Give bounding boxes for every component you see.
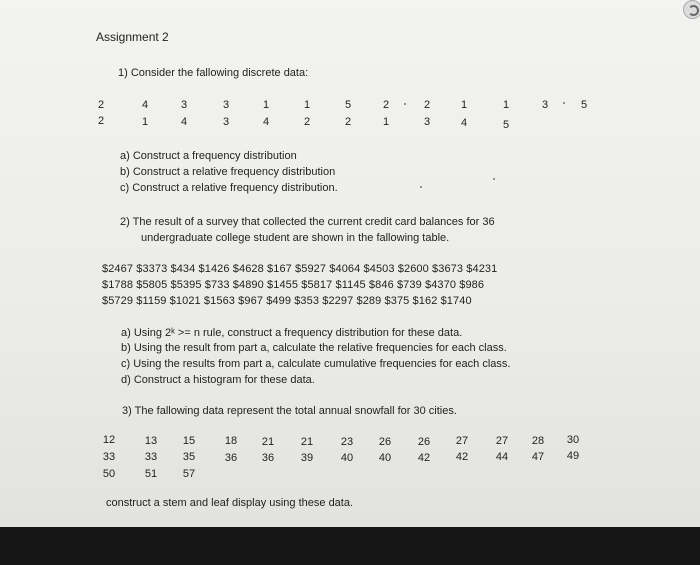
q1-prompt: 1) Consider the fallowing discrete data: xyxy=(118,67,309,79)
q2-item-c: c) Using the results from part a, calculate cumulative frequencies for each class. xyxy=(121,358,511,370)
q2-balances-row-2: $1788 $5805 $5395 $733 $4890 $1455 $5817 $1145 $846 $739 $4370 $986 xyxy=(102,279,485,291)
q1-value: 5 xyxy=(502,119,510,131)
q2-prompt-line-1: 2) The result of a survey that collected the current credit card balances for 36 xyxy=(120,216,495,228)
q3-value: 15 xyxy=(182,435,196,447)
q1-value: 1 xyxy=(382,116,390,128)
q1-value: 4 xyxy=(180,116,188,128)
q1-value: 4 xyxy=(460,117,468,129)
paper-speck xyxy=(404,103,406,105)
q1-value: 5 xyxy=(344,99,352,111)
q3-value: 18 xyxy=(224,435,238,447)
q1-item-c: c) Construct a relative frequency distribution. xyxy=(120,182,338,194)
q3-value: 27 xyxy=(495,435,509,447)
desk-edge xyxy=(0,527,700,565)
q3-value: 49 xyxy=(566,450,580,462)
q1-value: 2 xyxy=(97,99,105,111)
q3-value: 35 xyxy=(182,451,196,463)
q3-value: 47 xyxy=(531,451,545,463)
q1-value: 3 xyxy=(423,116,431,128)
q2-item-b: b) Using the result from part a, calculate the relative frequencies for each class. xyxy=(121,342,507,354)
q1-value: 1 xyxy=(502,99,510,111)
q1-value: 2 xyxy=(303,116,311,128)
q3-value: 30 xyxy=(566,434,580,446)
q2-prompt-line-2: undergraduate college student are shown in the fallowing table. xyxy=(141,232,450,244)
q1-value: 4 xyxy=(141,99,149,111)
q1-value: 1 xyxy=(141,116,149,128)
q3-value: 28 xyxy=(531,435,545,447)
q1-value: 3 xyxy=(541,99,549,111)
q3-instruction: construct a stem and leaf display using these data. xyxy=(106,497,354,509)
paper-speck xyxy=(420,186,422,188)
q3-value: 36 xyxy=(261,452,275,464)
q3-value: 26 xyxy=(417,436,431,448)
q3-value: 21 xyxy=(261,436,275,448)
q3-value: 23 xyxy=(340,436,354,448)
q1-value: 4 xyxy=(262,116,270,128)
q3-value: 27 xyxy=(455,435,469,447)
paper-speck xyxy=(563,102,565,104)
refresh-icon[interactable] xyxy=(683,0,700,19)
q2-item-d: d) Construct a histogram for these data. xyxy=(121,374,315,386)
q3-value: 39 xyxy=(300,452,314,464)
q1-value: 3 xyxy=(222,99,230,111)
q3-value: 36 xyxy=(224,452,238,464)
q3-prompt: 3) The fallowing data represent the total annual snowfall for 30 cities. xyxy=(122,405,457,417)
page-title: Assignment 2 xyxy=(96,30,169,44)
q3-value: 40 xyxy=(378,452,392,464)
q1-value: 2 xyxy=(344,116,352,128)
q2-balances-row-1: $2467 $3373 $434 $1426 $4628 $167 $5927 $4064 $4503 $2600 $3673 $4231 xyxy=(102,263,498,275)
q1-value: 2 xyxy=(382,99,390,111)
q3-value: 12 xyxy=(102,434,116,446)
q1-item-b: b) Construct a relative frequency distribution xyxy=(120,166,336,178)
q1-value: 1 xyxy=(262,99,270,111)
q1-value: 5 xyxy=(580,99,588,111)
q3-value: 51 xyxy=(144,468,158,480)
q1-value: 3 xyxy=(180,99,188,111)
q3-value: 21 xyxy=(300,436,314,448)
q3-value: 13 xyxy=(144,435,158,447)
q3-value: 26 xyxy=(378,436,392,448)
paper-speck xyxy=(493,178,495,180)
q3-value: 33 xyxy=(144,451,158,463)
q1-value: 2 xyxy=(97,115,105,127)
q1-value: 1 xyxy=(303,99,311,111)
q3-value: 44 xyxy=(495,451,509,463)
q1-value: 3 xyxy=(222,116,230,128)
q2-item-a: a) Using 2ᵏ >= n rule, construct a frequency distribution for these data. xyxy=(121,327,463,339)
q3-value: 42 xyxy=(455,451,469,463)
q3-value: 57 xyxy=(182,468,196,480)
q1-value: 1 xyxy=(460,99,468,111)
q1-value: 2 xyxy=(423,99,431,111)
q3-value: 40 xyxy=(340,452,354,464)
q3-value: 33 xyxy=(102,451,116,463)
q3-value: 50 xyxy=(102,468,116,480)
q1-item-a: a) Construct a frequency distribution xyxy=(120,150,297,162)
q2-balances-row-3: $5729 $1159 $1021 $1563 $967 $499 $353 $2297 $289 $375 $162 $1740 xyxy=(102,295,472,307)
q3-value: 42 xyxy=(417,452,431,464)
